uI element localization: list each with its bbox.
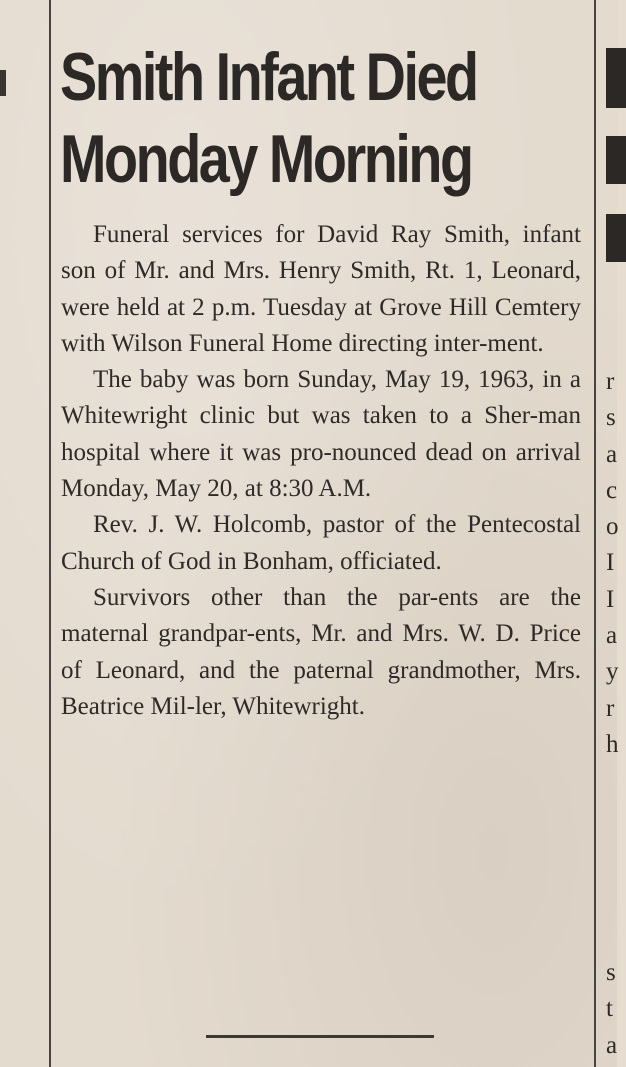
adjacent-letter: o <box>606 513 619 541</box>
paragraph-birth-details: The baby was born Sunday, May 19, 1963, in a Whitewright clinic but was taken to a Sher-man hospital where it was pro-nounced dead on arrival Monday, May 20, at 8:30 A.M. <box>61 366 581 503</box>
headline-line-1: Smith Infant Died <box>60 39 477 115</box>
column-rule-left <box>49 0 51 1067</box>
adjacent-letter: I <box>606 549 615 577</box>
adjacent-column-cutoff <box>604 0 617 1067</box>
article-body <box>61 217 581 725</box>
previous-column-fragment <box>0 70 6 96</box>
adjacent-letter: r <box>606 694 615 722</box>
adjacent-letter: t <box>606 995 613 1023</box>
paragraph-officiant: Rev. J. W. Holcomb, pastor of the Pentecostal Church of God in Bonham, officiated. <box>61 511 581 575</box>
adjacent-letter: I <box>606 585 615 613</box>
adjacent-letter: a <box>606 440 618 468</box>
adjacent-letter: r <box>606 368 615 395</box>
adjacent-letter: c <box>606 476 618 504</box>
paragraph-funeral-services: Funeral services for David Ray Smith, infant son of Mr. and Mrs. Henry Smith, Rt. 1, Leonard, were held at 2 p.m. Tuesday at Grove Hill Cemtery with Wilson Funeral Home directing inter-ment. <box>61 221 581 357</box>
article-end-separator <box>206 1035 434 1038</box>
column-rule-right <box>594 0 596 1067</box>
adjacent-letter: a <box>606 622 618 650</box>
adjacent-headline-fragment <box>606 48 626 108</box>
adjacent-letter: y <box>606 658 619 686</box>
article-headline <box>60 36 585 200</box>
obituary-article <box>60 36 582 200</box>
adjacent-headline-fragment <box>606 136 626 184</box>
adjacent-column-letters-lower <box>606 955 617 1064</box>
headline-line-2: Monday Morning <box>60 121 472 197</box>
paragraph-survivors: Survivors other than the par-ents are the maternal grandpar-ents, Mr. and Mrs. W. D. Price of Leonard, and the paternal grandmother, Mrs. Beatrice Mil-ler, Whitewright. <box>61 583 581 720</box>
adjacent-letter: a <box>606 1031 618 1059</box>
adjacent-column-letters-upper <box>606 364 619 763</box>
adjacent-letter: h <box>606 730 619 758</box>
adjacent-letter: s <box>606 959 616 986</box>
adjacent-letter: s <box>606 404 616 432</box>
adjacent-headline-fragment <box>606 214 626 262</box>
